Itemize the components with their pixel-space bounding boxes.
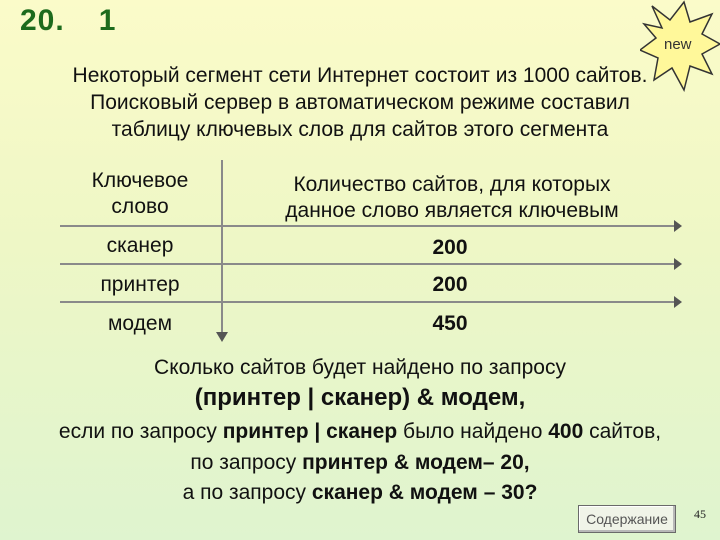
question-line: Сколько сайтов будет найдено по запросу	[154, 356, 566, 379]
question-query: (принтер | сканер) & модем,	[194, 384, 526, 411]
table-row-count: 200	[432, 236, 468, 259]
new-badge-label: new	[664, 36, 692, 53]
intro-line: Поисковый сервер в автоматическом режиме составил	[90, 91, 630, 114]
page-number: 45	[694, 507, 706, 521]
question-condition: если по запросу принтер | сканер было найдено 400 сайтов,	[58, 420, 662, 443]
table-row-keyword: модем	[107, 312, 173, 335]
task-subnumber: 1	[98, 4, 117, 37]
header-keyword: Ключевое слово	[91, 169, 189, 218]
question-condition: а по запросу сканер & модем – 30?	[182, 481, 538, 504]
task-number: 20.	[20, 4, 65, 37]
table-row-keyword: сканер	[106, 234, 174, 257]
table-row-count: 200	[432, 273, 468, 296]
question-condition: по запросу принтер & модем– 20,	[190, 451, 530, 474]
intro-line: таблицу ключевых слов для сайтов этого сегмента	[111, 118, 609, 141]
contents-button[interactable]: Содержание	[578, 505, 676, 533]
table-row-keyword: принтер	[100, 273, 180, 296]
header-site-count: Количество сайтов, для которых данное слово является ключевым	[285, 173, 619, 222]
intro-line: Некоторый сегмент сети Интернет состоит из 1000 сайтов.	[72, 64, 648, 87]
table-row-count: 450	[432, 312, 468, 335]
